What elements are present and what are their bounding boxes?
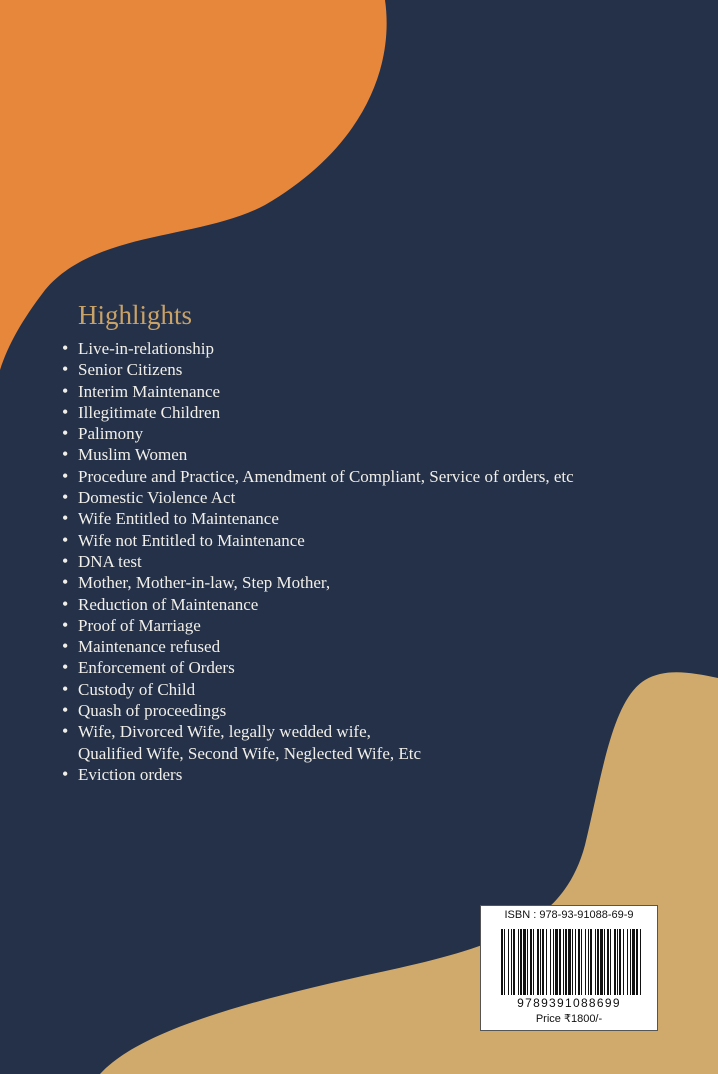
barcode-bar: [537, 929, 539, 995]
barcode-bar: [555, 929, 558, 995]
barcode-bar: [575, 929, 576, 995]
barcode-bar: [546, 929, 547, 995]
barcode-label: [480, 905, 658, 1031]
barcode-bar: [533, 929, 534, 995]
barcode-bar: [559, 929, 561, 995]
highlight-item-text: • Eviction orders: [78, 764, 183, 784]
price-text: Price ₹1800/-: [535, 1013, 603, 1025]
highlight-item: [62, 381, 712, 402]
barcode-bars: [501, 929, 641, 995]
barcode-bar: [595, 929, 596, 995]
highlight-item: [62, 530, 712, 551]
barcode-bar: [600, 929, 603, 995]
highlight-item-text: • Palimony: [78, 424, 144, 444]
barcode-bar: [520, 929, 522, 995]
barcode-bar: [501, 929, 503, 995]
highlight-item: [62, 487, 712, 508]
barcode-bar: [619, 929, 621, 995]
barcode-bar: [614, 929, 616, 995]
barcode-bar: [527, 929, 528, 995]
barcode-number: 9789391088699: [517, 996, 621, 1010]
highlight-item-text: • Mother, Mother-in-law, Step Mother,: [78, 573, 331, 593]
highlight-item: [62, 657, 712, 678]
highlight-item-text: • Wife Entitled to Maintenance: [78, 509, 279, 529]
highlight-item: [62, 466, 712, 487]
highlight-item-text: • Custody of Child: [78, 679, 196, 699]
highlight-item-text: • Enforcement of Orders: [78, 658, 235, 678]
highlight-item-text: • Proof of Marriage: [78, 615, 201, 635]
barcode-bar: [568, 929, 571, 995]
barcode-bar: [530, 929, 532, 995]
highlight-item-text: • Wife not Entitled to Maintenance: [78, 530, 305, 550]
highlight-item: [62, 700, 712, 721]
highlight-item-text: • Illegitimate Children: [78, 402, 221, 422]
barcode-bar: [630, 929, 631, 995]
barcode-bar: [607, 929, 609, 995]
highlight-item: [62, 359, 712, 380]
barcode-bar: [604, 929, 605, 995]
highlight-item: [62, 444, 712, 465]
highlight-item: [62, 721, 712, 764]
barcode-bar: [640, 929, 641, 995]
barcode-bar: [636, 929, 638, 995]
barcode-bar: [572, 929, 573, 995]
barcode-bar: [513, 929, 515, 995]
barcode-bar: [623, 929, 624, 995]
highlight-item: [62, 551, 712, 572]
barcode-bar: [540, 929, 541, 995]
highlight-item: [62, 402, 712, 423]
highlight-item-text: • Interim Maintenance: [78, 381, 221, 401]
barcode-bar: [542, 929, 544, 995]
barcode-bar: [617, 929, 618, 995]
highlight-item: [62, 338, 712, 359]
barcode-bar: [565, 929, 567, 995]
barcode-bar: [511, 929, 512, 995]
highlight-item-text: • DNA test: [78, 551, 142, 571]
highlights-section: [62, 298, 712, 785]
highlight-item: [62, 423, 712, 444]
highlight-item-text: • Domestic Violence Act: [78, 488, 236, 508]
highlight-item-text: • Maintenance refused: [78, 637, 221, 657]
highlight-item-text: • Live-in-relationship: [78, 339, 214, 358]
highlight-item: [62, 508, 712, 529]
barcode-bar: [610, 929, 611, 995]
barcode-bar: [597, 929, 599, 995]
barcode-bar: [578, 929, 580, 995]
highlight-item-text: • Senior Citizens: [78, 360, 183, 380]
barcode-bar: [504, 929, 505, 995]
barcode-bar: [585, 929, 586, 995]
barcode-bar: [518, 929, 519, 995]
highlight-item: [62, 572, 712, 593]
barcode-bar: [553, 929, 554, 995]
barcode-bar: [627, 929, 628, 995]
barcode-bar: [550, 929, 551, 995]
barcode-bar: [563, 929, 564, 995]
barcode-bar: [508, 929, 509, 995]
highlights-list: [62, 338, 712, 785]
highlight-item: [62, 615, 712, 636]
highlight-item-text: Qualified Wife, Second Wife, Neglected Wife, Etc: [78, 743, 422, 763]
highlight-item: [62, 594, 712, 615]
highlight-item-text: • Wife, Divorced Wife, legally wedded wife,: [78, 722, 371, 742]
barcode-bar: [581, 929, 582, 995]
highlight-item-text: • Quash of proceedings: [78, 701, 227, 721]
highlight-item-text: • Muslim Women: [78, 445, 188, 465]
barcode-bar: [588, 929, 589, 995]
barcode-bar: [632, 929, 635, 995]
highlights-title: Highlights: [78, 300, 193, 330]
barcode-bar: [590, 929, 592, 995]
highlight-item: [62, 636, 712, 657]
barcode-bar: [523, 929, 526, 995]
highlight-item-text: • Procedure and Practice, Amendment of Compliant, Service of orders, etc: [78, 466, 574, 486]
highlight-item-text: • Reduction of Maintenance: [78, 594, 259, 614]
highlight-item: [62, 679, 712, 700]
isbn-text: ISBN : 978-93-91088-69-9: [504, 909, 634, 921]
highlight-item: [62, 764, 712, 785]
